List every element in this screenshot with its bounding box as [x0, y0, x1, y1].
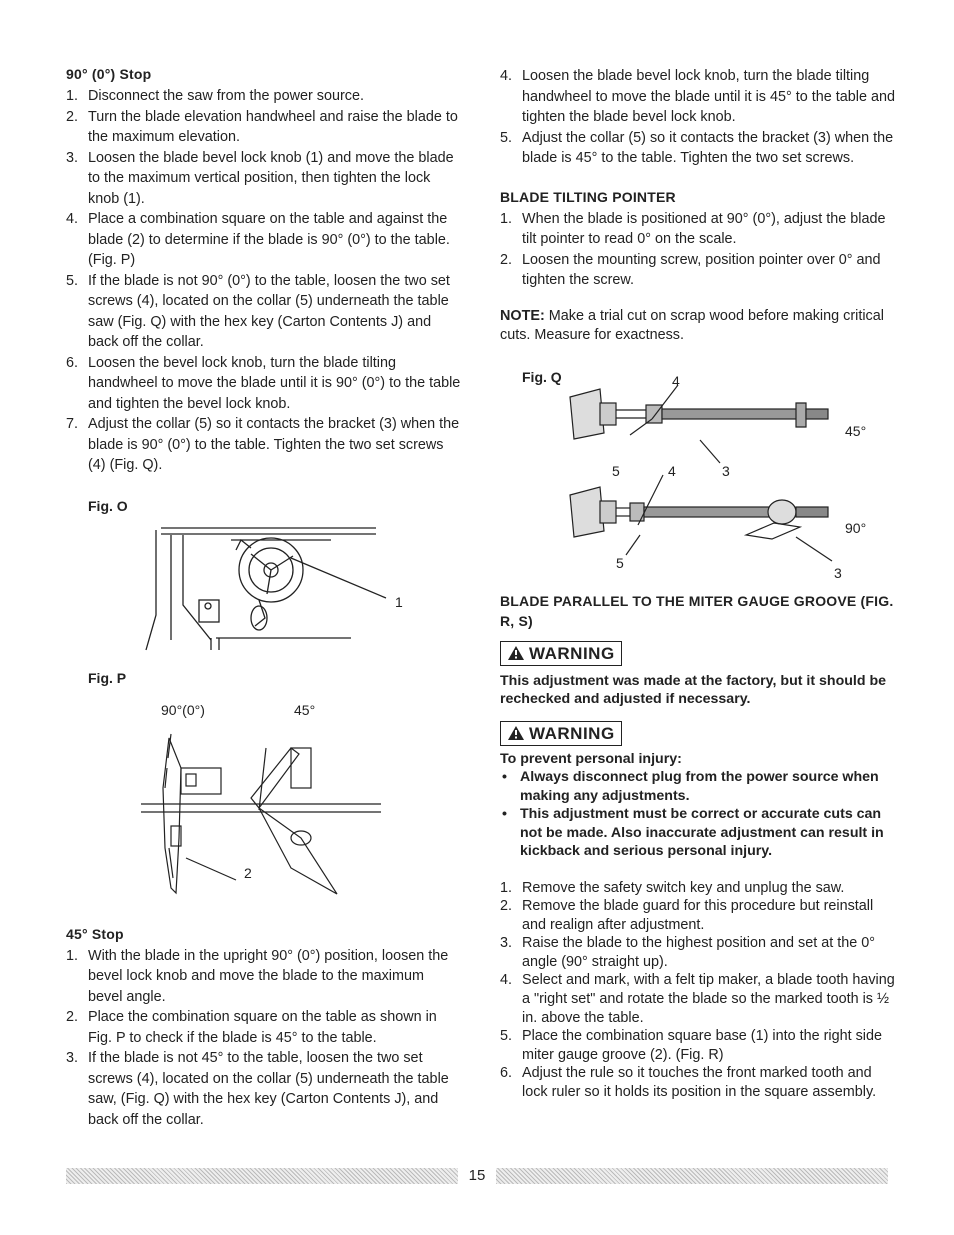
- warning-2-label: WARNING: [529, 723, 615, 743]
- warning-1: [500, 641, 895, 709]
- list-item: 6. Adjust the rule so it touches the front marked tooth and lock ruler so it holds its position in the square assembly.: [500, 1065, 877, 1101]
- list-item: 5. If the blade is not 90° (0°) to the table, loosen the two set screws (4), located on the collar (5) underneath the table saw (Fig. Q) with the hex key (Carton Contents J) and back off the collar.: [66, 272, 450, 350]
- list-item: 1. With the blade in the upright 90° (0°) position, loosen the bevel lock knob and move the blade to the maximum bevel angle.: [66, 947, 449, 1005]
- list-item: 1. Remove the safety switch key and unplug the saw.: [500, 879, 845, 896]
- figure-q-label: Fig. Q: [522, 368, 562, 385]
- warning-triangle-icon: [507, 645, 525, 661]
- parallel-title: BLADE PARALLEL TO THE MITER GAUGE GROOVE (FIG. R, S): [500, 592, 894, 629]
- figure-q-callout-4-mid: 4: [668, 462, 676, 479]
- list-item: 7. Adjust the collar (5) so it contacts the bracket (3) when the blade is 90° (0°) to the table. Tighten the two set screws (4) (Fig. Q).: [66, 416, 460, 473]
- list-item: 5. Adjust the collar (5) so it contacts the bracket (3) when the blade is 45° to the table. Tighten the two set screws.: [500, 129, 894, 166]
- figure-q-angle-90: 90°: [845, 519, 867, 536]
- figure-q: [500, 355, 895, 585]
- list-item: 2. Remove the blade guard for this procedure but reinstall and realign after adjustment.: [500, 898, 874, 933]
- warning-2-badge: [500, 721, 622, 746]
- list-item: 2. Turn the blade elevation handwheel and raise the blade to the maximum elevation.: [66, 108, 458, 145]
- warning-2: [500, 721, 895, 861]
- figure-q-angle-45: 45°: [845, 422, 867, 439]
- figure-o-callout: 1: [395, 593, 403, 610]
- figure-q-callout-5-mid: 5: [612, 462, 620, 479]
- warning-1-badge: [500, 641, 622, 666]
- note: [500, 307, 895, 345]
- warning-1-label: WARNING: [529, 643, 615, 663]
- list-item: 6. Loosen the bevel lock knob, turn the blade tilting handwheel to move the blade until it is 90° (0°) to the table and tighten the bevel lock knob.: [66, 354, 461, 412]
- figure-p: [66, 670, 462, 920]
- list-item: 1. When the blade is positioned at 90° (0°), adjust the blade tilt pointer to read 0° on the scale.: [500, 210, 886, 247]
- list-item: 3. Raise the blade to the highest position and set at the 0° angle (90° straight up).: [500, 935, 875, 970]
- figure-q-callout-4-top: 4: [672, 372, 680, 389]
- figure-p-angle-45: 45°: [294, 701, 316, 718]
- list-item: 4. Loosen the blade bevel lock knob, turn the blade tilting handwheel to move the blade until it is 45° to the table and tighten the blade bevel lock knob.: [500, 68, 895, 125]
- note-label: NOTE:: [500, 307, 545, 324]
- list-item: 4. Place a combination square on the table and against the blade (2) to determine if the blade is 90° (0°) to the table. (Fig. P): [66, 211, 450, 268]
- stop90-steps: [66, 86, 462, 476]
- warning-2-lead: To prevent personal injury:: [500, 750, 682, 767]
- figure-p-illustration: [141, 728, 381, 908]
- figure-q-callout-3-bottom: 3: [834, 564, 842, 581]
- page-footer: [66, 1167, 888, 1185]
- stop90-title: 90° (0°) Stop: [66, 66, 152, 82]
- list-item: • Always disconnect plug from the power source when making any adjustments.: [500, 768, 895, 805]
- stop45-title: 45° Stop: [66, 925, 124, 942]
- page-number: 15: [468, 1167, 486, 1184]
- figure-p-label: Fig. P: [88, 669, 127, 686]
- parallel-steps: [500, 879, 895, 1102]
- warning-2-bullets: [500, 768, 895, 861]
- stop45-continued-steps: [500, 66, 895, 169]
- figure-p-callout: 2: [244, 864, 252, 881]
- list-item: 2. Loosen the mounting screw, position pointer over 0° and tighten the screw.: [500, 251, 881, 288]
- list-item: 3. Loosen the blade bevel lock knob (1) and move the blade to the maximum vertical position, then tighten the lock knob (1).: [66, 149, 454, 207]
- figure-o-label: Fig. O: [88, 497, 128, 514]
- figure-q-callout-3-mid: 3: [722, 462, 730, 479]
- warning-1-text: This adjustment was made at the factory, but it should be rechecked and adjusted if necessary.: [500, 672, 887, 707]
- note-text: Make a trial cut on scrap wood before making critical cuts. Measure for exactness.: [500, 307, 884, 343]
- stop45-steps: [66, 946, 462, 1131]
- figure-o: [66, 498, 462, 670]
- pointer-title: BLADE TILTING POINTER: [500, 188, 676, 205]
- figure-p-angle-90: 90°(0°): [161, 701, 205, 718]
- list-item: 1. Disconnect the saw from the power source.: [66, 88, 364, 104]
- warning-triangle-icon: [507, 725, 525, 741]
- figure-q-illustration: [560, 385, 860, 585]
- list-item: 5. Place the combination square base (1) into the right side miter gauge groove (2). (Fig. R): [500, 1028, 882, 1063]
- pointer-steps: [500, 209, 895, 291]
- list-item: • This adjustment must be correct or accurate cuts can not be made. Also inaccurate adjustment can result in kickback and serious personal injury.: [500, 805, 895, 861]
- list-item: 2. Place the combination square on the table as shown in Fig. P to check if the blade is 45° to the table.: [66, 1009, 437, 1046]
- right-column: [500, 66, 895, 1102]
- list-item: 4. Select and mark, with a felt tip maker, a blade tooth having a "right set" and rotate the blade so the marked tooth is ½ in. above the table.: [500, 972, 895, 1026]
- footer-pattern-right: [496, 1168, 888, 1184]
- left-column: [66, 66, 462, 1130]
- figure-q-callout-5-bottom: 5: [616, 554, 624, 571]
- list-item: 3. If the blade is not 45° to the table, loosen the two set screws (4), located on the collar (5) underneath the table saw, (Fig. Q) with the hex key (Carton Contents J), and back off the collar.: [66, 1050, 449, 1128]
